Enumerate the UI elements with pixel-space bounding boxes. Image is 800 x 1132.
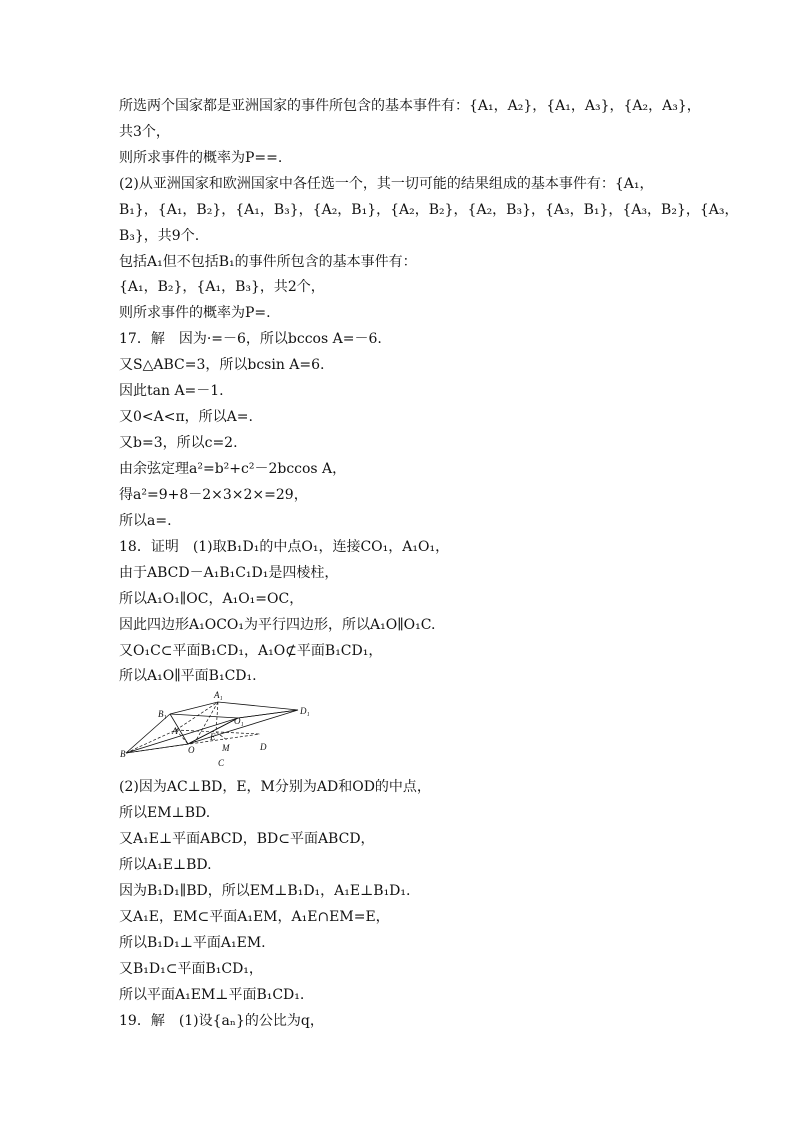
label-b1: B₁ bbox=[158, 709, 167, 719]
text-line: 则所求事件的概率为P==. bbox=[119, 150, 283, 166]
text-line: 又B₁D₁⊂平面B₁CD₁， bbox=[119, 961, 263, 977]
text-line: 由于ABCD－A₁B₁C₁D₁是四棱柱， bbox=[119, 565, 339, 581]
text-line: B₁}，{A₁，B₂}，{A₁，B₃}，{A₂，B₁}，{A₂，B₂}，{A₂，B₃}，{A₃，B₁}，{A₃，B₂}，{A₃， bbox=[119, 202, 739, 218]
text-line: 又S△ABC=3，所以bcsin A=6. bbox=[119, 357, 325, 373]
text-line: 所以a=. bbox=[119, 513, 172, 529]
text-line: 因此四边形A₁OCO₁为平行四边形，所以A₁O∥O₁C. bbox=[119, 617, 436, 633]
label-a1: A₁ bbox=[214, 690, 223, 700]
text-line: (2)从亚洲国家和欧洲国家中各任选一个，其一切可能的结果组成的基本事件有：{A₁， bbox=[119, 176, 654, 192]
text-line: 则所求事件的概率为P=. bbox=[119, 305, 271, 321]
text-line: 由余弦定理a²=b²+c²－2bccos A， bbox=[119, 461, 347, 477]
text-line: 所以平面A₁EM⊥平面B₁CD₁. bbox=[119, 987, 305, 1003]
text-line: 18．证明 (1)取B₁D₁的中点O₁，连接CO₁，A₁O₁， bbox=[119, 539, 450, 555]
prism-figure bbox=[120, 688, 320, 770]
label-o: O bbox=[188, 745, 195, 755]
text-line: 所选两个国家都是亚洲国家的事件所包含的基本事件有：{A₁，A₂}，{A₁，A₃}，{A₂，A₃}， bbox=[119, 98, 701, 114]
text-line: 所以A₁O₁∥OC，A₁O₁=OC， bbox=[119, 591, 304, 607]
text-line: (2)因为AC⊥BD，E，M分别为AD和OD的中点， bbox=[119, 779, 431, 795]
label-o1: O₁ bbox=[234, 716, 244, 726]
text-line: 又b=3，所以c=2. bbox=[119, 435, 238, 451]
label-b: B bbox=[120, 749, 126, 759]
text-line: 所以A₁E⊥BD. bbox=[119, 857, 212, 873]
text-line: 又A₁E⊥平面ABCD，BD⊂平面ABCD， bbox=[119, 831, 375, 847]
text-line: 因为B₁D₁∥BD，所以EM⊥B₁D₁，A₁E⊥B₁D₁. bbox=[119, 883, 411, 899]
text-line: 19．解 (1)设{aₙ}的公比为q， bbox=[119, 1013, 324, 1029]
text-line: 又O₁C⊂平面B₁CD₁，A₁O⊄平面B₁CD₁， bbox=[119, 643, 383, 659]
label-d: D bbox=[260, 742, 267, 752]
label-d1: D₁ bbox=[300, 706, 310, 716]
text-line: 得a²=9+8－2×3×2×=29， bbox=[119, 487, 308, 503]
edge-bb1 bbox=[126, 714, 170, 753]
text-line: 又A₁E，EM⊂平面A₁EM，A₁E∩EM=E， bbox=[119, 909, 390, 925]
text-line: 所以EM⊥BD. bbox=[119, 805, 211, 821]
text-line: 又0<A<π，所以A=. bbox=[119, 409, 253, 425]
label-e: E bbox=[210, 732, 216, 742]
text-line: 包括A₁但不包括B₁的事件所包含的基本事件有： bbox=[119, 254, 417, 270]
text-line: 因此tan A=－1. bbox=[119, 383, 224, 399]
text-line: B₃}，共9个. bbox=[119, 228, 200, 244]
text-line: 所以A₁O∥平面B₁CD₁. bbox=[119, 668, 257, 684]
text-line: 17．解 因为·=－6，所以bccos A=－6. bbox=[119, 331, 382, 347]
text-line: {A₁，B₂}，{A₁，B₃}，共2个， bbox=[119, 279, 325, 295]
label-m: M bbox=[222, 743, 230, 753]
label-c: C bbox=[218, 758, 225, 768]
label-a: A bbox=[172, 726, 178, 736]
text-line: 所以B₁D₁⊥平面A₁EM. bbox=[119, 935, 266, 951]
text-line: 共3个， bbox=[119, 124, 170, 140]
